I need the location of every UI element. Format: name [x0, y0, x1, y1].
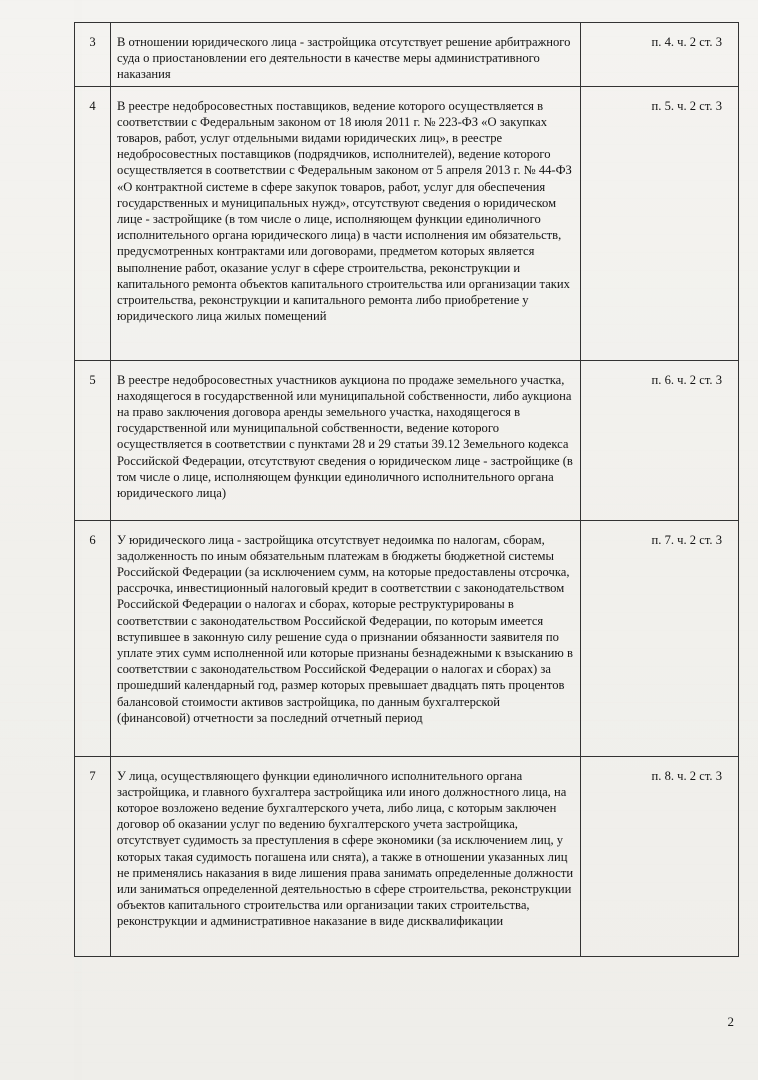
row-reference: п. 6. ч. 2 ст. 3	[581, 360, 739, 520]
row-number: 5	[75, 360, 111, 520]
row-text: В реестре недобросовестных участников аукциона по продаже земельного участка, находящегося в государственной или муниципальной собственности, либо аукциона на право заключения договора аренды земельного участка, находящегося в государственной или муниципальной собственности, ведение которого осуществляется в соответствии с пунктами 28 и 29 статьи 39.12 Земельного кодекса Российской Федерации, отсутствуют сведения о юридическом лице - застройщике (в том числе о лице, исполняющем функции единоличного исполнительного органа юридического лица)	[111, 360, 581, 520]
row-reference: п. 4. ч. 2 ст. 3	[581, 23, 739, 87]
row-text: В реестре недобросовестных поставщиков, ведение которого осуществляется в соответствии с Федеральным законом от 18 июля 2011 г. № 223-ФЗ «О закупках товаров, работ, услуг отдельными видами юридических лиц», в реестре недобросовестных поставщиков (подрядчиков, исполнителей), ведение которого осуществляется в соответствии с Федеральным законом от 5 апреля 2013 г. № 44-ФЗ «О контрактной системе в сфере закупок товаров, работ, услуг для обеспечения государственных и муниципальных нужд», отсутствуют сведения о юридическом лице - застройщике (в том числе о лице, исполняющем функции единоличного исполнительного органа юридического лица) в части исполнения им обязательств, предусмотренных контрактами или договорами, предметом которых является выполнение работ, оказание услуг в сфере строительства, реконструкции и капитального ремонта объектов капитального строительства или организации таких строительства, реконструкции и капитального ремонта либо приобретение у юридического лица жилых помещений	[111, 86, 581, 360]
row-text: У юридического лица - застройщика отсутствует недоимка по налогам, сборам, задолженность по иным обязательным платежам в бюджеты бюджетной системы Российской Федерации (за исключением сумм, на которые предоставлены отсрочка, рассрочка, инвестиционный налоговый кредит в соответствии с законодательством Российской Федерации о налогах и сборах, которые реструктурированы в соответствии с законодательством Российской Федерации, по которым имеется вступившее в законную силу решение суда о признании обязанности заявителя по уплате этих сумм исполненной или которые признаны безнадежными к взысканию в соответствии с законодательством Российской Федерации о налогах и сборах) за прошедший календарный год, размер которых превышает двадцать пять процентов балансовой стоимости активов застройщика, по данным бухгалтерской (финансовой) отчетности за последний отчетный период	[111, 520, 581, 756]
table-row	[75, 520, 739, 756]
table-row	[75, 86, 739, 360]
row-reference: п. 7. ч. 2 ст. 3	[581, 520, 739, 756]
row-text: У лица, осуществляющего функции единоличного исполнительного органа застройщика, и главного бухгалтера застройщика или иного должностного лица, на которое возложено ведение бухгалтерского учета, либо лица, с которым заключен договор об оказании услуг по ведению бухгалтерского учета застройщика, отсутствует судимость за преступления в сфере экономики (за исключением лиц, у которых такая судимость погашена или снята), а также в отношении указанных лиц не применялись наказания в виде лишения права занимать определенные должности или заниматься определенной деятельностью в сфере строительства, реконструкции объектов капитального строительства или организации таких строительства, реконструкции и административное наказание в виде дисквалификации	[111, 756, 581, 956]
row-text: В отношении юридического лица - застройщика отсутствует решение арбитражного суда о приостановлении его деятельности в качестве меры административного наказания	[111, 23, 581, 87]
page-number: 2	[727, 1014, 734, 1029]
table-row	[75, 23, 739, 87]
table-row	[75, 756, 739, 956]
requirements-table	[74, 22, 739, 957]
row-number: 3	[75, 23, 111, 87]
row-number: 6	[75, 520, 111, 756]
row-reference: п. 5. ч. 2 ст. 3	[581, 86, 739, 360]
row-number: 7	[75, 756, 111, 956]
table-row	[75, 360, 739, 520]
row-reference: п. 8. ч. 2 ст. 3	[581, 756, 739, 956]
row-number: 4	[75, 86, 111, 360]
